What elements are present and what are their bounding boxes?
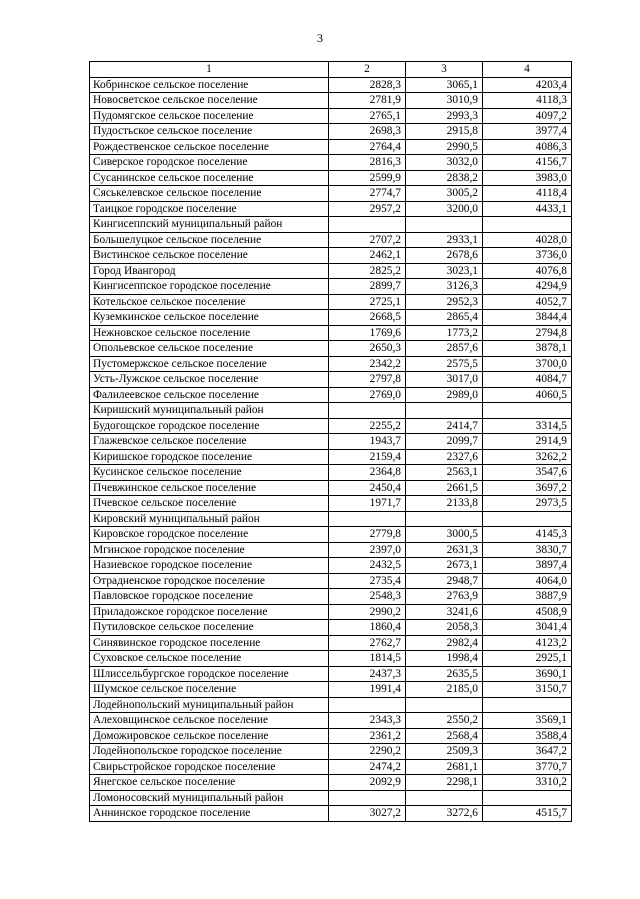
value-cell-col-4: 2914,9 (483, 434, 572, 450)
value-cell-col-2: 2159,4 (329, 449, 406, 465)
value-cell-col-4: 3736,0 (483, 248, 572, 264)
value-cell-col-3: 2838,2 (406, 170, 483, 186)
value-cell-col-2: 2698,3 (329, 124, 406, 140)
table-row (90, 465, 572, 481)
value-cell-col-4: 3844,4 (483, 310, 572, 326)
table-row (90, 325, 572, 341)
settlement-name-cell: Кировское городское поселение (90, 527, 329, 543)
value-cell-col-3: 2568,4 (406, 728, 483, 744)
value-cell-col-3: 2948,7 (406, 573, 483, 589)
value-cell-col-2: 2797,8 (329, 372, 406, 388)
settlement-name-cell: Пчевжинское сельское поселение (90, 480, 329, 496)
value-cell-col-2: 1860,4 (329, 620, 406, 636)
value-cell-col-3: 2673,1 (406, 558, 483, 574)
table-row (90, 294, 572, 310)
value-cell-col-3 (406, 403, 483, 419)
settlement-name-cell: Кировский муниципальный район (90, 511, 329, 527)
value-cell-col-2: 2255,2 (329, 418, 406, 434)
value-cell-col-2: 1769,6 (329, 325, 406, 341)
value-cell-col-2: 2735,4 (329, 573, 406, 589)
table-row (90, 77, 572, 93)
table-row (90, 186, 572, 202)
value-cell-col-4: 3690,1 (483, 666, 572, 682)
value-cell-col-4: 3314,5 (483, 418, 572, 434)
settlement-name-cell: Суховское сельское поселение (90, 651, 329, 667)
value-cell-col-3: 2661,5 (406, 480, 483, 496)
value-cell-col-4: 2794,8 (483, 325, 572, 341)
settlement-name-cell: Фалилеевское сельское поселение (90, 387, 329, 403)
settlement-name-cell: Нежновское сельское поселение (90, 325, 329, 341)
settlement-name-cell: Кингисеппское городское поселение (90, 279, 329, 295)
table-row (90, 620, 572, 636)
settlement-name-cell: Сяськелевское сельское поселение (90, 186, 329, 202)
value-cell-col-2 (329, 697, 406, 713)
value-cell-col-4: 2973,5 (483, 496, 572, 512)
value-cell-col-2: 2342,2 (329, 356, 406, 372)
value-cell-col-3: 2857,6 (406, 341, 483, 357)
value-cell-col-2: 2957,2 (329, 201, 406, 217)
table-row (90, 403, 572, 419)
value-cell-col-3: 2989,0 (406, 387, 483, 403)
value-cell-col-4: 3700,0 (483, 356, 572, 372)
value-cell-col-4: 3977,4 (483, 124, 572, 140)
table-row (90, 511, 572, 527)
value-cell-col-2: 2450,4 (329, 480, 406, 496)
value-cell-col-3 (406, 790, 483, 806)
value-cell-col-3: 2058,3 (406, 620, 483, 636)
table-row (90, 635, 572, 651)
value-cell-col-4: 3647,2 (483, 744, 572, 760)
value-cell-col-3: 3200,0 (406, 201, 483, 217)
value-cell-col-3 (406, 217, 483, 233)
settlement-name-cell: Глажевское сельское поселение (90, 434, 329, 450)
value-cell-col-4: 3697,2 (483, 480, 572, 496)
settlement-name-cell: Путиловское сельское поселение (90, 620, 329, 636)
table-row (90, 790, 572, 806)
data-table (89, 61, 572, 822)
value-cell-col-4: 4118,4 (483, 186, 572, 202)
value-cell-col-4: 4084,7 (483, 372, 572, 388)
value-cell-col-4: 3878,1 (483, 341, 572, 357)
settlement-name-cell: Новосветское сельское поселение (90, 93, 329, 109)
value-cell-col-3: 2933,1 (406, 232, 483, 248)
value-cell-col-2: 2828,3 (329, 77, 406, 93)
column-header-1: 1 (90, 62, 329, 78)
table-row (90, 558, 572, 574)
value-cell-col-2: 1991,4 (329, 682, 406, 698)
value-cell-col-2: 2397,0 (329, 542, 406, 558)
table-row (90, 713, 572, 729)
value-cell-col-2: 2990,2 (329, 604, 406, 620)
settlement-name-cell: Кингисеппский муниципальный район (90, 217, 329, 233)
value-cell-col-3: 2509,3 (406, 744, 483, 760)
settlement-name-cell: Вистинское сельское поселение (90, 248, 329, 264)
table-row (90, 387, 572, 403)
value-cell-col-4: 4294,9 (483, 279, 572, 295)
value-cell-col-3: 2763,9 (406, 589, 483, 605)
table-row (90, 651, 572, 667)
value-cell-col-3: 2575,5 (406, 356, 483, 372)
settlement-name-cell: Сусанинское сельское поселение (90, 170, 329, 186)
settlement-name-cell: Павловское городское поселение (90, 589, 329, 605)
value-cell-col-4: 4086,3 (483, 139, 572, 155)
table-row (90, 697, 572, 713)
value-cell-col-2: 2762,7 (329, 635, 406, 651)
value-cell-col-4: 4145,3 (483, 527, 572, 543)
table-row (90, 589, 572, 605)
table-row (90, 434, 572, 450)
value-cell-col-2: 2825,2 (329, 263, 406, 279)
value-cell-col-3: 2298,1 (406, 775, 483, 791)
value-cell-col-4: 4076,8 (483, 263, 572, 279)
value-cell-col-3: 2681,1 (406, 759, 483, 775)
value-cell-col-2: 2774,7 (329, 186, 406, 202)
table-row (90, 480, 572, 496)
value-cell-col-3: 2865,4 (406, 310, 483, 326)
value-cell-col-3: 1998,4 (406, 651, 483, 667)
value-cell-col-3: 2550,2 (406, 713, 483, 729)
value-cell-col-3: 2631,3 (406, 542, 483, 558)
value-cell-col-4: 3588,4 (483, 728, 572, 744)
table-row (90, 356, 572, 372)
value-cell-col-3: 3032,0 (406, 155, 483, 171)
value-cell-col-2: 2769,0 (329, 387, 406, 403)
value-cell-col-4: 3150,7 (483, 682, 572, 698)
value-cell-col-3: 3065,1 (406, 77, 483, 93)
value-cell-col-4: 3897,4 (483, 558, 572, 574)
value-cell-col-4: 3887,9 (483, 589, 572, 605)
table-row (90, 542, 572, 558)
value-cell-col-4 (483, 790, 572, 806)
table-row (90, 124, 572, 140)
column-header-2: 2 (329, 62, 406, 78)
value-cell-col-3: 2982,4 (406, 635, 483, 651)
value-cell-col-3: 1773,2 (406, 325, 483, 341)
value-cell-col-3 (406, 511, 483, 527)
value-cell-col-2: 2779,8 (329, 527, 406, 543)
settlement-name-cell: Аннинское городское поселение (90, 806, 329, 822)
table-row (90, 341, 572, 357)
value-cell-col-2: 2474,2 (329, 759, 406, 775)
settlement-name-cell: Усть-Лужское сельское поселение (90, 372, 329, 388)
settlement-name-cell: Пчевское сельское поселение (90, 496, 329, 512)
value-cell-col-2: 2599,9 (329, 170, 406, 186)
table-row (90, 155, 572, 171)
settlement-name-cell: Город Ивангород (90, 263, 329, 279)
settlement-name-cell: Янегское сельское поселение (90, 775, 329, 791)
settlement-name-cell: Шлиссельбургское городское поселение (90, 666, 329, 682)
table-row (90, 418, 572, 434)
settlement-name-cell: Мгинское городское поселение (90, 542, 329, 558)
value-cell-col-2: 2816,3 (329, 155, 406, 171)
value-cell-col-3 (406, 697, 483, 713)
table-row (90, 573, 572, 589)
settlement-name-cell: Опольевское сельское поселение (90, 341, 329, 357)
table-row (90, 744, 572, 760)
value-cell-col-2: 2290,2 (329, 744, 406, 760)
value-cell-col-3: 3010,9 (406, 93, 483, 109)
table-row (90, 759, 572, 775)
settlement-name-cell: Кобринское сельское поселение (90, 77, 329, 93)
settlement-name-cell: Синявинское городское поселение (90, 635, 329, 651)
value-cell-col-2 (329, 217, 406, 233)
settlement-name-cell: Отрадненское городское поселение (90, 573, 329, 589)
value-cell-col-2: 2343,3 (329, 713, 406, 729)
table-row (90, 170, 572, 186)
table-row (90, 108, 572, 124)
value-cell-col-4: 4118,3 (483, 93, 572, 109)
value-cell-col-4: 4508,9 (483, 604, 572, 620)
table-row (90, 527, 572, 543)
settlement-name-cell: Будогощское городское поселение (90, 418, 329, 434)
column-header-3: 3 (406, 62, 483, 78)
value-cell-col-3: 3126,3 (406, 279, 483, 295)
value-cell-col-3: 3017,0 (406, 372, 483, 388)
settlement-name-cell: Лодейнопольское городское поселение (90, 744, 329, 760)
settlement-name-cell: Пустомержское сельское поселение (90, 356, 329, 372)
value-cell-col-2: 2361,2 (329, 728, 406, 744)
table-row (90, 449, 572, 465)
value-cell-col-3: 2327,6 (406, 449, 483, 465)
value-cell-col-4: 3770,7 (483, 759, 572, 775)
value-cell-col-3: 3272,6 (406, 806, 483, 822)
value-cell-col-4: 3041,4 (483, 620, 572, 636)
table-row (90, 232, 572, 248)
value-cell-col-2: 2725,1 (329, 294, 406, 310)
table-row (90, 806, 572, 822)
value-cell-col-2: 2707,2 (329, 232, 406, 248)
value-cell-col-2: 2781,9 (329, 93, 406, 109)
settlement-name-cell: Куземкинское сельское поселение (90, 310, 329, 326)
settlement-name-cell: Лодейнопольский муниципальный район (90, 697, 329, 713)
value-cell-col-3: 2952,3 (406, 294, 483, 310)
value-cell-col-3: 2678,6 (406, 248, 483, 264)
value-cell-col-4 (483, 511, 572, 527)
value-cell-col-4: 3983,0 (483, 170, 572, 186)
value-cell-col-2: 2899,7 (329, 279, 406, 295)
value-cell-col-2: 2432,5 (329, 558, 406, 574)
settlement-name-cell: Шумское сельское поселение (90, 682, 329, 698)
value-cell-col-4: 4123,2 (483, 635, 572, 651)
value-cell-col-4: 3569,1 (483, 713, 572, 729)
table-row (90, 217, 572, 233)
value-cell-col-2: 2765,1 (329, 108, 406, 124)
value-cell-col-4: 4156,7 (483, 155, 572, 171)
settlement-name-cell: Пудостьское сельское поселение (90, 124, 329, 140)
value-cell-col-3: 3023,1 (406, 263, 483, 279)
value-cell-col-3: 2133,8 (406, 496, 483, 512)
settlement-name-cell: Назиевское городское поселение (90, 558, 329, 574)
column-header-4: 4 (483, 62, 572, 78)
value-cell-col-4: 3262,2 (483, 449, 572, 465)
value-cell-col-3: 2099,7 (406, 434, 483, 450)
table-row (90, 201, 572, 217)
table-header-row (90, 62, 572, 78)
settlement-name-cell: Таицкое городское поселение (90, 201, 329, 217)
page-number: 3 (317, 31, 323, 45)
table-row (90, 604, 572, 620)
value-cell-col-4: 3310,2 (483, 775, 572, 791)
value-cell-col-2: 1943,7 (329, 434, 406, 450)
table-row (90, 279, 572, 295)
value-cell-col-4: 4097,2 (483, 108, 572, 124)
value-cell-col-4: 4060,5 (483, 387, 572, 403)
value-cell-col-2: 2437,3 (329, 666, 406, 682)
value-cell-col-2: 2548,3 (329, 589, 406, 605)
value-cell-col-3: 3000,5 (406, 527, 483, 543)
value-cell-col-4: 4028,0 (483, 232, 572, 248)
table-row (90, 139, 572, 155)
value-cell-col-3: 2635,5 (406, 666, 483, 682)
table-row (90, 666, 572, 682)
settlement-name-cell: Кусинское сельское поселение (90, 465, 329, 481)
value-cell-col-3: 2990,5 (406, 139, 483, 155)
value-cell-col-2 (329, 790, 406, 806)
value-cell-col-2: 3027,2 (329, 806, 406, 822)
value-cell-col-3: 2414,7 (406, 418, 483, 434)
value-cell-col-2: 1814,5 (329, 651, 406, 667)
value-cell-col-2: 2364,8 (329, 465, 406, 481)
value-cell-col-2: 2668,5 (329, 310, 406, 326)
table-row (90, 496, 572, 512)
value-cell-col-2: 2764,4 (329, 139, 406, 155)
value-cell-col-4: 4433,1 (483, 201, 572, 217)
value-cell-col-3: 2563,1 (406, 465, 483, 481)
table-row (90, 775, 572, 791)
value-cell-col-4: 4052,7 (483, 294, 572, 310)
settlement-name-cell: Сиверское городское поселение (90, 155, 329, 171)
settlement-name-cell: Рождественское сельское поселение (90, 139, 329, 155)
value-cell-col-2: 2092,9 (329, 775, 406, 791)
settlement-name-cell: Киришское городское поселение (90, 449, 329, 465)
value-cell-col-2 (329, 403, 406, 419)
table-row (90, 93, 572, 109)
value-cell-col-2: 2650,3 (329, 341, 406, 357)
settlement-name-cell: Свирьстройское городское поселение (90, 759, 329, 775)
settlement-name-cell: Доможировское сельское поселение (90, 728, 329, 744)
table-row (90, 372, 572, 388)
value-cell-col-2 (329, 511, 406, 527)
value-cell-col-4: 3830,7 (483, 542, 572, 558)
value-cell-col-4: 4203,4 (483, 77, 572, 93)
settlement-name-cell: Ломоносовский муниципальный район (90, 790, 329, 806)
value-cell-col-3: 3241,6 (406, 604, 483, 620)
value-cell-col-2: 2462,1 (329, 248, 406, 264)
value-cell-col-4: 2925,1 (483, 651, 572, 667)
table-row (90, 248, 572, 264)
value-cell-col-4 (483, 217, 572, 233)
settlement-name-cell: Пудомягское сельское поселение (90, 108, 329, 124)
value-cell-col-3: 2993,3 (406, 108, 483, 124)
settlement-name-cell: Киришский муниципальный район (90, 403, 329, 419)
settlement-name-cell: Приладожское городское поселение (90, 604, 329, 620)
value-cell-col-2: 1971,7 (329, 496, 406, 512)
table-body (90, 77, 572, 821)
value-cell-col-4: 4515,7 (483, 806, 572, 822)
value-cell-col-4: 3547,6 (483, 465, 572, 481)
value-cell-col-4 (483, 697, 572, 713)
value-cell-col-3: 2915,8 (406, 124, 483, 140)
table-row (90, 263, 572, 279)
value-cell-col-4: 4064,0 (483, 573, 572, 589)
settlement-name-cell: Котельское сельское поселение (90, 294, 329, 310)
table-row (90, 310, 572, 326)
table-row (90, 682, 572, 698)
table-row (90, 728, 572, 744)
value-cell-col-4 (483, 403, 572, 419)
value-cell-col-3: 2185,0 (406, 682, 483, 698)
value-cell-col-3: 3005,2 (406, 186, 483, 202)
settlement-name-cell: Большелуцкое сельское поселение (90, 232, 329, 248)
settlement-name-cell: Алеховщинское сельское поселение (90, 713, 329, 729)
